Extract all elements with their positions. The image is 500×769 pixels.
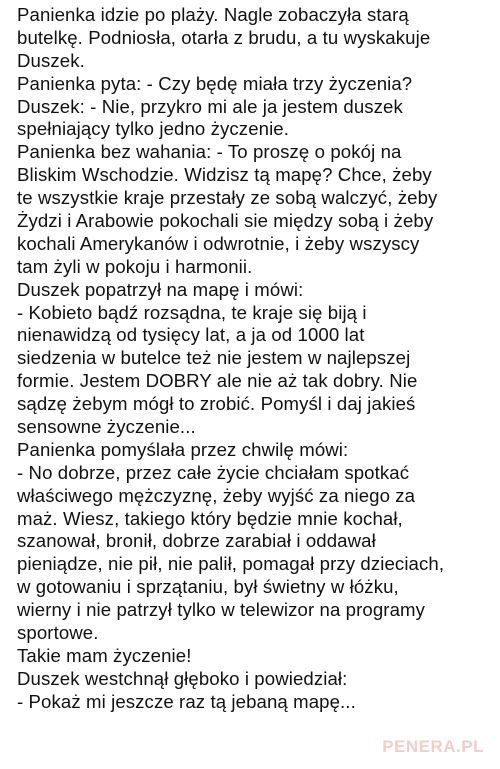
text-line: tam żyli w pokoju i harmonii. <box>17 255 253 277</box>
text-line: Duszek popatrzył na mapę i mówi: <box>17 278 304 300</box>
text-line: kochali Amerykanów i odwrotnie, i żeby wszyscy <box>17 232 420 254</box>
text-line: Duszek. <box>17 49 85 71</box>
text-line: pieniądze, nie pił, nie palił, pomagał przy dzieciach, <box>17 553 445 575</box>
text-line: Żydzi i Arabowie pokochali sie między sobą i żeby <box>17 210 434 232</box>
text-line: wierny i nie patrzył tylko w telewizor na programy <box>17 599 426 621</box>
text-line: - Kobieto bądź rozsądna, te kraje się biją i <box>17 301 367 323</box>
text-line: - Pokaż mi jeszcze raz tą jebaną mapę... <box>17 690 356 712</box>
text-line: spełniający tylko jedno życzenie. <box>17 118 290 140</box>
watermark-logo: PENERA.PL <box>382 737 484 756</box>
text-line: Panienka pomyślała przez chwilę mówi: <box>17 438 349 460</box>
text-line: Takie mam życzenie! <box>17 644 192 666</box>
text-line: sportowe. <box>17 622 99 644</box>
text-line: sensowne życzenie... <box>17 416 196 438</box>
text-line: te wszystkie kraje przestały ze sobą walczyć, żeby <box>17 187 438 209</box>
joke-text <box>17 4 497 714</box>
text-line: właściwego mężczyznę, żeby wyjść za niego za <box>17 484 416 506</box>
text-line: Duszek westchnął głęboko i powiedział: <box>17 667 348 689</box>
text-line: siedzenia w butelce też nie jestem w najlepszej <box>17 347 411 369</box>
text-line: - No dobrze, przez całe życie chciałam spotkać <box>17 461 410 483</box>
text-line: Bliskim Wschodzie. Widzisz tą mapę? Chce, żeby <box>17 164 432 186</box>
text-line: Panienka bez wahania: - To proszę o pokój na <box>17 141 402 163</box>
text-line: szanował, bronił, dobrze zarabiał i oddawał <box>17 530 376 552</box>
text-line: butelkę. Podniosła, otarła z brudu, a tu wyskakuje <box>17 26 431 48</box>
text-line: nienawidzą od tysięcy lat, a ja od 1000 lat <box>17 324 365 346</box>
text-line: Duszek: - Nie, przykro mi ale ja jestem duszek <box>17 95 403 117</box>
text-line: w gotowaniu i sprzątaniu, był świetny w łóżku, <box>17 576 399 598</box>
text-line: maż. Wiesz, takiego który będzie mnie kochał, <box>17 507 403 529</box>
text-line: formie. Jestem DOBRY ale nie aż tak dobry. Nie <box>17 370 418 392</box>
text-line: sądzę żebym mógł to zrobić. Pomyśl i daj jakieś <box>17 393 416 415</box>
text-line: Panienka pyta: - Czy będę miała trzy życzenia? <box>17 72 413 94</box>
text-line: Panienka idzie po plaży. Nagle zobaczyła starą <box>17 4 409 25</box>
